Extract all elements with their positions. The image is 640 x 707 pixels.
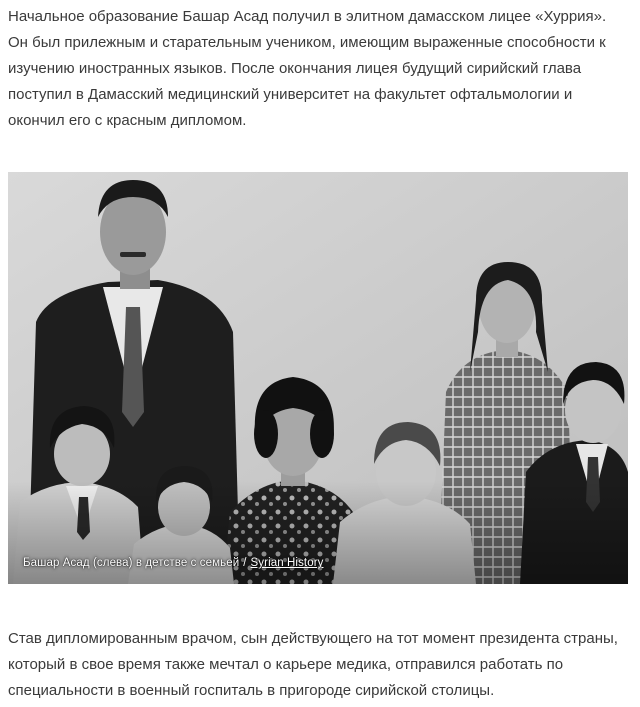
caption-text: Башар Асад (слева) в детстве с семьей [23, 557, 240, 569]
family-photo-image [8, 172, 628, 584]
photo-source-link[interactable]: Syrian History [250, 557, 324, 569]
photo-caption [23, 557, 324, 569]
family-photo [8, 172, 628, 584]
article-paragraph-1: Начальное образование Башар Асад получил в элитном дамасском лицее «Хуррия». Он был прилежным и старательным учеником, имеющим выраженные способности к изучению иностранных языков. После окончания лицея будущий сирийский глава поступил в Дамасский медицинский университет на факультет офтальмологии и окончил его с красным дипломом. [8, 8, 607, 129]
caption-separator: / [243, 557, 247, 569]
article-paragraph-2: Став дипломированным врачом, сын действующего на тот момент президента страны, который в свое время также мечтал о карьере медика, отправился работать по специальности в военный госпиталь в пригороде сирийской столицы. [8, 630, 618, 699]
